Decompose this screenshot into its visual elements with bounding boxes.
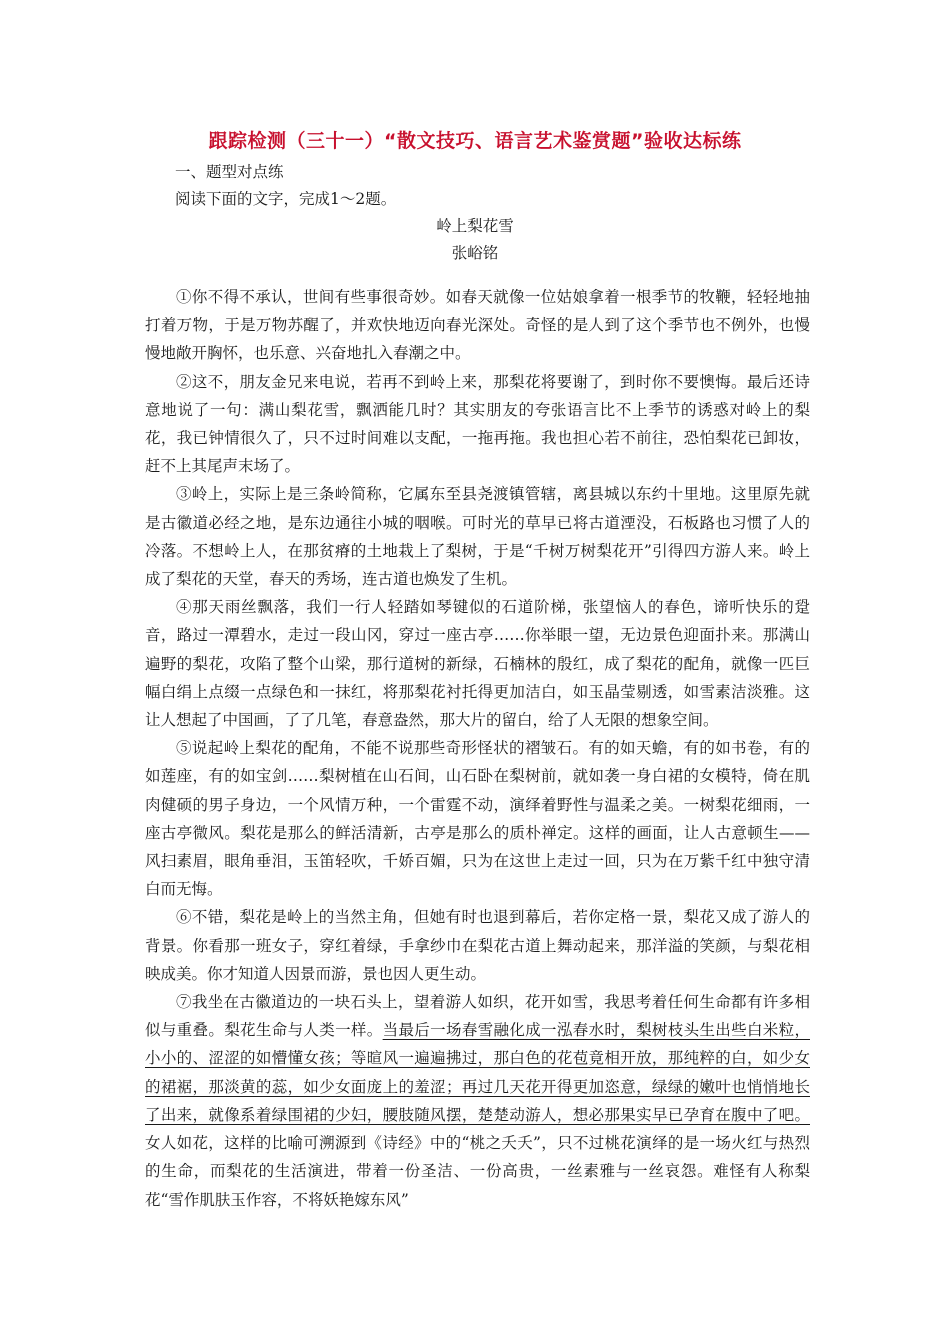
section-heading: 一、题型对点练 bbox=[175, 163, 284, 181]
paragraph-2: ②这不，朋友金兄来电说，若再不到岭上来，那梨花将要谢了，到时你不要懊悔。最后还诗意地说了一句：满山梨花雪，飘洒能几时？其实朋友的夸张语言比不上季节的诱惑对岭上的梨花，我已钟情很久了，只不过时间难以支配，一拖再拖。我也担心若不前往，恐怕梨花已卸妆，赶不上其尾声末场了。 bbox=[145, 372, 810, 476]
paragraph-7-continuation: 女人如花，这样的比喻可溯源到《诗经》中的“桃之夭夭”，只不过桃花演绎的是一场火红与热烈的生命，而梨花的生活演进，带着一份圣洁、一份高贵，一丝素雅与一丝哀怨。难怪有人称梨花“雪作肌肤玉作容，不将妖艳嫁东风” bbox=[145, 1134, 810, 1209]
paragraph-3: ③岭上，实际上是三条岭简称，它属东至县尧渡镇管辖，离县城以东约十里地。这里原先就是古徽道必经之地，是东边通往小城的咽喉。可时光的草早已将古道湮没，石板路也习惯了人的冷落。不想岭上人，在那贫瘠的土地栽上了梨树，于是“千树万树梨花开”引得四方游人来。岭上成了梨花的天堂，春天的秀场，连古道也焕发了生机。 bbox=[145, 485, 810, 589]
article-body bbox=[145, 283, 810, 1214]
page-title: 跟踪检测（三十一）“散文技巧、语言艺术鉴赏题”验收达标练 bbox=[208, 130, 742, 152]
article-author: 张峪铭 bbox=[451, 244, 499, 262]
paragraph-5: ⑤说起岭上梨花的配角，不能不说那些奇形怪状的褶皱石。有的如天蟾，有的如书卷，有的如莲座，有的如宝剑……梨树植在山石间，山石卧在梨树前，就如袭一身白裙的女模特，倚在肌肉健硕的男子身边，一个风情万种，一个雷霆不动，演绎着野性与温柔之美。一树梨花细雨，一座古亭微风。梨花是那么的鲜活清新，古亭是那么的质朴禅定。这样的画面，让人古意顿生——风扫素眉，眼角垂泪，玉笛轻吹，千娇百媚，只为在这世上走过一回，只为在万紫千红中独守清白而无悔。 bbox=[145, 739, 810, 899]
paragraph-1: ①你不得不承认，世间有些事很奇妙。如春天就像一位姑娘拿着一根季节的牧鞭，轻轻地抽打着万物，于是万物苏醒了，并欢快地迈向春光深处。奇怪的是人到了这个季节也不例外，也慢慢地敞开胸怀，也乐意、兴奋地扎入春潮之中。 bbox=[145, 288, 810, 363]
paragraph-7 bbox=[145, 988, 810, 1214]
paragraph-7-intro: ⑦我坐在古徽道边的一块石头上，望着游人如织，花开如雪，我思考着任何生命都有许多相似与重叠。梨花生命与人类一样。 bbox=[145, 993, 810, 1040]
paragraph-4: ④那天雨丝飘落，我们一行人轻踏如琴键似的石道阶梯，张望恼人的春色，谛听快乐的跫音，路过一潭碧水，走过一段山冈，穿过一座古亭……你举眼一望，无边景色迎面扑来。那满山遍野的梨花，攻陷了整个山梁，那行道树的新绿，石楠林的殷红，成了梨花的配角，就像一匹巨幅白绢上点缀一点绿色和一抹红，将那梨花衬托得更加洁白，如玉晶莹剔透，如雪素洁淡雅。这让人想起了中国画，了了几笔，春意盎然，那大片的留白，给了人无限的想象空间。 bbox=[145, 598, 810, 730]
underlined-passage: 当最后一场春雪融化成一泓春水时，梨树枝头生出些白米粒，小小的、涩涩的如懵懂女孩；等暄风一遍遍拂过，那白色的花苞竟相开放，那纯粹的白，如少女的裙裾，那淡黄的蕊，如少女面庞上的羞涩；再过几天花开得更加恣意，绿绿的嫩叶也悄悄地长了出来，就像系着绿围裙的少妇，腰肢随风摆，楚楚动游人，想必那果实早已孕育在腹中了吧。 bbox=[145, 1021, 810, 1124]
article-title: 岭上梨花雪 bbox=[436, 217, 514, 235]
instruction-text: 阅读下面的文字，完成1～2题。 bbox=[175, 190, 397, 208]
paragraph-6: ⑥不错，梨花是岭上的当然主角，但她有时也退到幕后，若你定格一景，梨花又成了游人的背景。你看那一班女子，穿红着绿，手拿纱巾在梨花古道上舞动起来，那洋溢的笑颜，与梨花相映成美。你才知道人因景而游，景也因人更生动。 bbox=[145, 908, 810, 983]
